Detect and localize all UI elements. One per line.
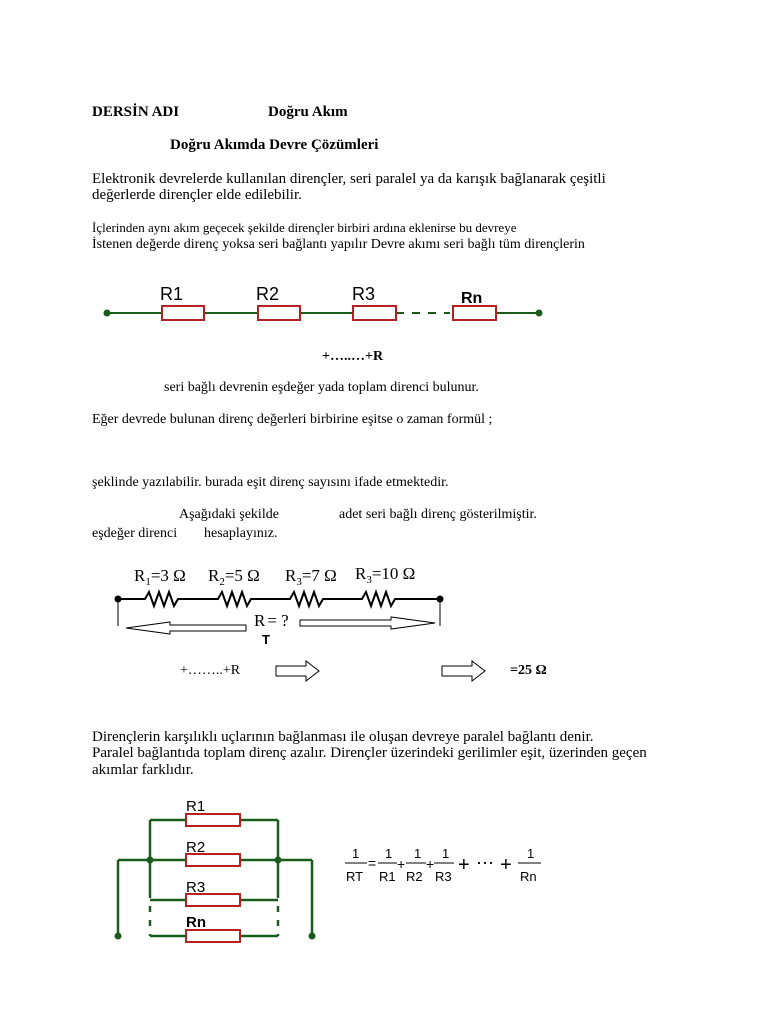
label-r2: R2 [256,284,280,304]
numerator-1: 1 [527,846,535,861]
intro-line-1: Elektronik devrelerde kullanılan dirençler, seri paralel ya da karışık bağlanarak çeşitli [92,171,606,187]
series-line-1: İçlerinden aynı akım geçecek şekilde dirençler birbiri ardına eklenirse bu devreye [92,220,517,235]
example-r3-label: $R_3=7$ Ω [285,566,337,588]
series-equivalent-text: seri bağlı devrenin eşdeğer yada toplam direnci bulunur. [164,380,479,395]
numerator-1: 1 [352,846,360,861]
resistor-r2 [258,306,300,320]
implies-arrow-icon [440,660,490,682]
rt-label: R = ? [254,611,289,630]
equals-sign: = [368,855,377,871]
series-written-text: şeklinde yazılabilir. burada eşit direnç sayısını ifade etmektedir. [92,475,449,490]
junction-dot [275,857,282,864]
terminal-dot [536,310,543,317]
series-formula-fragment: +…..…+R [322,349,384,364]
resistor-r3 [353,306,396,320]
example-circuit-diagram [0,558,768,648]
example-wire-with-resistors [118,592,440,606]
implies-arrow-icon [274,660,324,682]
example-result: =25 Ω [510,663,547,678]
terminal-dot [115,933,122,940]
denominator-rt: RT [346,869,364,884]
label-rn: Rn [461,290,483,307]
terminal-dot [309,933,316,940]
rt-subscript: T [262,632,270,647]
denominator-r1: R1 [379,869,396,884]
example-line-2b: hesaplayınız. [204,526,278,541]
resistor-rn [453,306,496,320]
denominator-r2: R2 [406,869,423,884]
plus-sign: + [426,856,435,872]
example-line-1a: Aşağıdaki şekilde [179,507,279,522]
terminal-dot [104,310,111,317]
numerator-1: 1 [442,846,450,861]
parallel-line-2: Paralel bağlantıda toplam direnç azalır. Dirençler üzerindeki gerilimler eşit, üzerinden geçen [92,745,647,761]
label-r1: R1 [186,798,206,815]
resistor-r1 [186,814,240,826]
label-r2: R2 [186,839,206,856]
series-equal-text: Eğer devrede bulunan direnç değerleri birbirine eşitse o zaman formül ; [92,412,493,427]
course-label: DERSİN ADI [92,104,180,120]
course-name: Doğru Akım [268,104,348,120]
parallel-formula [340,842,560,892]
label-r1: R1 [160,284,184,304]
series-line-2: İstenen değerde direnç yoksa seri bağlantı yapılır Devre akımı seri bağlı tüm dirençlerin [92,237,585,252]
intro-line-2: değerlerde dirençler elde edilebilir. [92,187,302,203]
plus-sign: + [458,854,470,876]
example-r1-label: $R_1=3$ Ω [134,566,186,588]
left-arrow-icon [126,622,246,634]
resistor-r1 [162,306,204,320]
example-r4-label: $R_3=10$ Ω [355,564,416,586]
parallel-line-1: Dirençlerin karşılıklı uçlarının bağlanması ile oluşan devreye paralel bağlantı denir. [92,729,594,745]
example-r2-label: $R_2=5$ Ω [208,566,260,588]
plus-sign: + [397,856,406,872]
example-sum-fragment: +……..+R [180,663,241,678]
denominator-r3: R3 [435,869,452,884]
resistor-rn [186,930,240,942]
label-rn: Rn [186,914,206,931]
plus-sign: + [500,854,512,876]
label-r3: R3 [186,879,206,896]
series-circuit-diagram [0,283,768,333]
right-arrow-icon [300,617,435,629]
junction-dot [147,857,154,864]
example-line-2a: eşdeğer direnci [92,526,178,541]
denominator-rn: Rn [520,869,537,884]
ellipsis: ⋯ [476,853,494,873]
label-r3: R3 [352,284,376,304]
numerator-1: 1 [385,846,393,861]
numerator-1: 1 [414,846,422,861]
parallel-line-3: akımlar farklıdır. [92,762,194,778]
section-title: Doğru Akımda Devre Çözümleri [170,137,379,153]
example-line-1b: adet seri bağlı direnç gösterilmiştir. [339,507,537,522]
